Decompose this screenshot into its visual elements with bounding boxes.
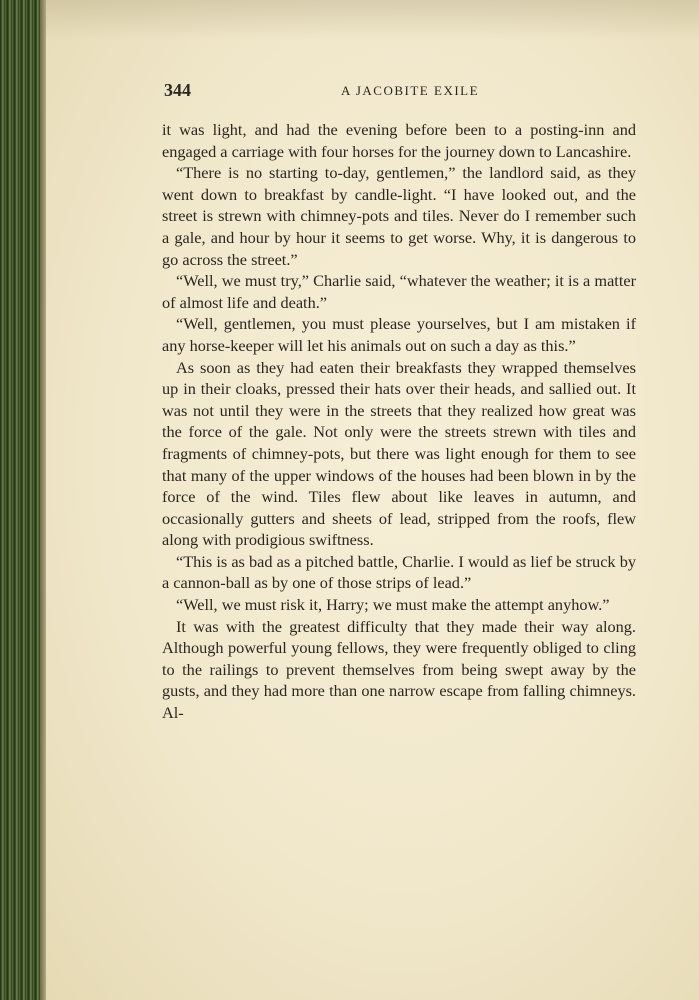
page-number: 344 xyxy=(164,80,191,100)
paragraph-1: it was light, and had the evening before been to a posting-inn and engaged a carriage with four horses for the journey down to Lancashire. xyxy=(162,120,636,161)
paragraph-3: “Well, we must try,” Charlie said, “whatever the weather; it is a matter of almost life and death.” xyxy=(162,271,636,312)
running-head: A JACOBITE EXILE xyxy=(340,83,480,98)
book-spine xyxy=(0,0,44,1000)
paragraph-6: “This is as bad as a pitched battle, Charlie. I would as lief be struck by a cannon-ball as by one of those strips of lead.” xyxy=(162,551,636,593)
page-header xyxy=(164,80,636,104)
page-shadow xyxy=(46,0,699,40)
paragraph-4: “Well, gentlemen, you must please yourselves, but I am mistaken if any horse-keeper will let his animals out on such a day as this.” xyxy=(162,314,636,355)
body-text xyxy=(162,119,636,724)
paragraph-2: “There is no starting to-day, gentlemen,” the landlord said, as they went down to breakfast by candle-light. “I have looked out, and the street is strewn with chimney-pots and tiles. Never do I remember such a gale, and hour by hour it seems to get worse. Why, it is dangerous to go across the street.” xyxy=(162,163,636,269)
paragraph-8: It was with the greatest difficulty that they made their way along. Although powerful young fellows, they were frequently obliged to cling to the railings to prevent themselves from being swept away by the gusts, and they had more than one narrow escape from falling chimneys. Al- xyxy=(162,616,636,723)
paragraph-7: “Well, we must risk it, Harry; we must make the attempt anyhow.” xyxy=(176,595,610,615)
paragraph-5: As soon as they had eaten their breakfasts they wrapped themselves up in their cloaks, pressed their hats over their heads, and sallied out. It was not until they were in the streets that they realized how great was the force of the gale. Not only were the streets strewn with tiles and fragments of chimney-pots, but there was light enough for them to see that many of the upper windows of the houses had been blown in by the force of the wind. Tiles flew about like leaves in autumn, and occasionally gutters and sheets of lead, stripped from the roofs, flew along with prodigious swiftness. xyxy=(162,357,636,550)
